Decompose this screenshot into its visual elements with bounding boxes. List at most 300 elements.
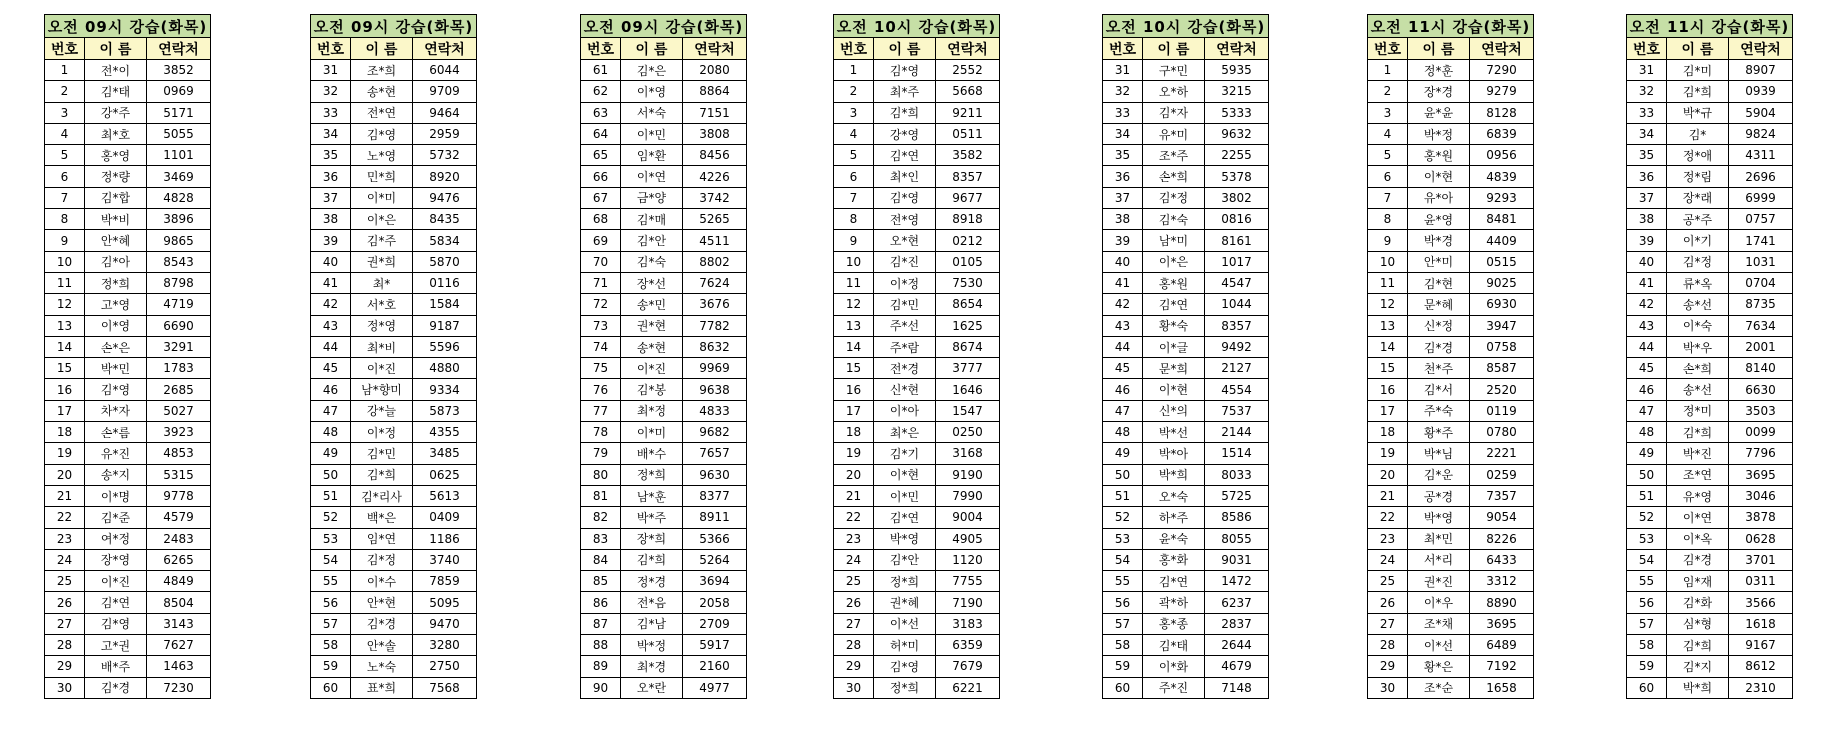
cell-number: 53 <box>1103 528 1143 549</box>
cell-name: 김*합 <box>85 187 147 208</box>
table-row <box>581 251 747 272</box>
table-row <box>1103 400 1269 421</box>
cell-number: 1 <box>834 60 874 81</box>
cell-number: 69 <box>581 230 621 251</box>
cell-contact: 7357 <box>1470 485 1534 506</box>
table-row <box>45 549 211 570</box>
table-row <box>1368 677 1534 698</box>
cell-contact: 3291 <box>147 336 211 357</box>
cell-name: 임*연 <box>351 528 413 549</box>
cell-number: 32 <box>1103 81 1143 102</box>
cell-number: 60 <box>1627 677 1667 698</box>
cell-contact: 5873 <box>413 400 477 421</box>
cell-number: 7 <box>45 187 85 208</box>
cell-contact: 0780 <box>1470 422 1534 443</box>
cell-contact: 6237 <box>1205 592 1269 613</box>
cell-contact: 6044 <box>413 60 477 81</box>
cell-contact: 2127 <box>1205 358 1269 379</box>
cell-contact: 5378 <box>1205 166 1269 187</box>
table-row <box>581 485 747 506</box>
cell-name: 송*선 <box>1667 379 1729 400</box>
cell-name: 이*진 <box>351 358 413 379</box>
table-title: 오전 09시 강습(화목) <box>581 15 747 38</box>
cell-name: 박*규 <box>1667 102 1729 123</box>
table-row <box>311 613 477 634</box>
cell-number: 60 <box>311 677 351 698</box>
cell-contact: 8586 <box>1205 507 1269 528</box>
cell-contact: 4849 <box>147 571 211 592</box>
cell-contact: 3582 <box>936 145 1000 166</box>
table-row <box>581 60 747 81</box>
table-row <box>45 145 211 166</box>
cell-number: 88 <box>581 635 621 656</box>
cell-name: 김*희 <box>874 102 936 123</box>
cell-name: 김*화 <box>1667 592 1729 613</box>
cell-name: 최*비 <box>351 336 413 357</box>
table-row <box>1627 656 1793 677</box>
cell-contact: 7755 <box>936 571 1000 592</box>
table-row <box>1103 315 1269 336</box>
cell-contact: 0311 <box>1729 571 1793 592</box>
cell-contact: 9709 <box>413 81 477 102</box>
cell-name: 문*혜 <box>1408 294 1470 315</box>
cell-contact: 8674 <box>936 336 1000 357</box>
cell-contact: 0939 <box>1729 81 1793 102</box>
cell-name: 박*비 <box>85 209 147 230</box>
table-row <box>1627 209 1793 230</box>
cell-number: 8 <box>45 209 85 230</box>
cell-name: 노*영 <box>351 145 413 166</box>
cell-name: 이*현 <box>1143 379 1205 400</box>
cell-number: 27 <box>1368 613 1408 634</box>
table-row <box>834 209 1000 230</box>
cell-contact: 2255 <box>1205 145 1269 166</box>
cell-number: 84 <box>581 549 621 570</box>
cell-contact: 9025 <box>1470 272 1534 293</box>
table-row <box>1103 81 1269 102</box>
table-row <box>1103 507 1269 528</box>
cell-number: 35 <box>311 145 351 166</box>
cell-name: 안*미 <box>1408 251 1470 272</box>
cell-number: 21 <box>834 485 874 506</box>
cell-number: 33 <box>1627 102 1667 123</box>
cell-name: 김*희 <box>1667 81 1729 102</box>
cell-name: 김*숙 <box>621 251 683 272</box>
cell-number: 13 <box>45 315 85 336</box>
cell-name: 최*은 <box>874 422 936 443</box>
table-row <box>311 187 477 208</box>
table-row <box>45 571 211 592</box>
table-title: 오전 11시 강습(화목) <box>1368 15 1534 38</box>
table-row <box>834 571 1000 592</box>
table-row <box>311 315 477 336</box>
cell-contact: 0116 <box>413 272 477 293</box>
table-row <box>581 102 747 123</box>
cell-contact: 3280 <box>413 635 477 656</box>
table-row <box>834 294 1000 315</box>
cell-contact: 8456 <box>683 145 747 166</box>
table-title: 오전 09시 강습(화목) <box>45 15 211 38</box>
cell-name: 김*영 <box>85 613 147 634</box>
table-row <box>45 635 211 656</box>
table-row <box>581 145 747 166</box>
cell-contact: 7290 <box>1470 60 1534 81</box>
cell-name: 조*연 <box>1667 464 1729 485</box>
table-row <box>1103 251 1269 272</box>
cell-contact: 2310 <box>1729 677 1793 698</box>
cell-name: 박*우 <box>1667 336 1729 357</box>
cell-name: 김*안 <box>874 549 936 570</box>
cell-name: 이*수 <box>351 571 413 592</box>
cell-name: 차*자 <box>85 400 147 421</box>
cell-name: 안*솔 <box>351 635 413 656</box>
cell-name: 황*숙 <box>1143 315 1205 336</box>
table-row <box>1103 635 1269 656</box>
table-row <box>834 549 1000 570</box>
cell-name: 배*수 <box>621 443 683 464</box>
cell-number: 11 <box>834 272 874 293</box>
table-row <box>1103 230 1269 251</box>
cell-number: 48 <box>1627 422 1667 443</box>
cell-contact: 8911 <box>683 507 747 528</box>
cell-number: 54 <box>1103 549 1143 570</box>
cell-number: 18 <box>45 422 85 443</box>
cell-number: 83 <box>581 528 621 549</box>
cell-contact: 3802 <box>1205 187 1269 208</box>
table-row <box>45 400 211 421</box>
cell-number: 12 <box>834 294 874 315</box>
table-row <box>1103 209 1269 230</box>
header-contact: 연락처 <box>413 38 477 60</box>
cell-number: 3 <box>834 102 874 123</box>
cell-number: 56 <box>1627 592 1667 613</box>
cell-name: 이*화 <box>1143 656 1205 677</box>
table-row <box>1368 187 1534 208</box>
cell-number: 55 <box>1103 571 1143 592</box>
table-row <box>834 187 1000 208</box>
table-row <box>581 209 747 230</box>
cell-number: 6 <box>1368 166 1408 187</box>
cell-contact: 3852 <box>147 60 211 81</box>
header-name: 이 름 <box>1667 38 1729 60</box>
table-row <box>1368 81 1534 102</box>
cell-number: 19 <box>1368 443 1408 464</box>
cell-contact: 5904 <box>1729 102 1793 123</box>
cell-contact: 9778 <box>147 485 211 506</box>
header-number: 번호 <box>311 38 351 60</box>
cell-number: 11 <box>45 272 85 293</box>
cell-contact: 4511 <box>683 230 747 251</box>
cell-contact: 8864 <box>683 81 747 102</box>
cell-number: 36 <box>1103 166 1143 187</box>
table-row <box>311 677 477 698</box>
cell-number: 16 <box>834 379 874 400</box>
cell-contact: 9464 <box>413 102 477 123</box>
table-title: 오전 10시 강습(화목) <box>1103 15 1269 38</box>
table-row <box>45 187 211 208</box>
cell-name: 박*선 <box>1143 422 1205 443</box>
cell-number: 77 <box>581 400 621 421</box>
cell-name: 박*희 <box>1667 677 1729 698</box>
cell-contact: 3808 <box>683 123 747 144</box>
table-row <box>1627 81 1793 102</box>
cell-number: 76 <box>581 379 621 400</box>
table-title: 오전 09시 강습(화목) <box>311 15 477 38</box>
cell-number: 4 <box>45 123 85 144</box>
cell-contact: 6221 <box>936 677 1000 698</box>
cell-name: 금*양 <box>621 187 683 208</box>
cell-contact: 8504 <box>147 592 211 613</box>
cell-number: 2 <box>45 81 85 102</box>
cell-number: 28 <box>1368 635 1408 656</box>
cell-number: 74 <box>581 336 621 357</box>
table-row <box>311 571 477 592</box>
cell-contact: 6839 <box>1470 123 1534 144</box>
cell-contact: 3503 <box>1729 400 1793 421</box>
cell-number: 68 <box>581 209 621 230</box>
cell-number: 50 <box>1627 464 1667 485</box>
cell-contact: 6999 <box>1729 187 1793 208</box>
cell-number: 90 <box>581 677 621 698</box>
cell-number: 10 <box>45 251 85 272</box>
cell-name: 송*현 <box>621 336 683 357</box>
cell-number: 32 <box>1627 81 1667 102</box>
table-row <box>1368 379 1534 400</box>
cell-name: 정*희 <box>621 464 683 485</box>
table-row <box>1627 315 1793 336</box>
cell-contact: 6690 <box>147 315 211 336</box>
cell-contact: 1044 <box>1205 294 1269 315</box>
cell-contact: 0511 <box>936 123 1000 144</box>
table-row <box>1627 677 1793 698</box>
cell-number: 17 <box>1368 400 1408 421</box>
table-row <box>581 635 747 656</box>
cell-number: 22 <box>1368 507 1408 528</box>
cell-contact: 5935 <box>1205 60 1269 81</box>
cell-contact: 5917 <box>683 635 747 656</box>
cell-contact: 3046 <box>1729 485 1793 506</box>
cell-contact: 2001 <box>1729 336 1793 357</box>
cell-name: 김* <box>1667 123 1729 144</box>
cell-contact: 3695 <box>1470 613 1534 634</box>
table-row <box>1368 251 1534 272</box>
table-row <box>1103 443 1269 464</box>
header-number: 번호 <box>1103 38 1143 60</box>
cell-contact: 4554 <box>1205 379 1269 400</box>
cell-contact: 2483 <box>147 528 211 549</box>
cell-number: 58 <box>1103 635 1143 656</box>
cell-number: 24 <box>1368 549 1408 570</box>
table-row <box>581 400 747 421</box>
cell-number: 44 <box>311 336 351 357</box>
cell-number: 7 <box>1368 187 1408 208</box>
cell-name: 오*현 <box>874 230 936 251</box>
cell-number: 23 <box>834 528 874 549</box>
cell-name: 김*서 <box>1408 379 1470 400</box>
cell-name: 장*선 <box>621 272 683 293</box>
cell-contact: 2837 <box>1205 613 1269 634</box>
cell-number: 66 <box>581 166 621 187</box>
cell-name: 오*숙 <box>1143 485 1205 506</box>
cell-name: 김*희 <box>621 549 683 570</box>
table-row <box>311 422 477 443</box>
table-row <box>1103 613 1269 634</box>
table-row <box>581 336 747 357</box>
table-title: 오전 10시 강습(화목) <box>834 15 1000 38</box>
cell-number: 51 <box>311 485 351 506</box>
cell-number: 46 <box>1103 379 1143 400</box>
cell-number: 30 <box>1368 677 1408 698</box>
cell-contact: 5264 <box>683 549 747 570</box>
cell-number: 36 <box>311 166 351 187</box>
cell-number: 3 <box>1368 102 1408 123</box>
cell-contact: 4547 <box>1205 272 1269 293</box>
table-row <box>311 123 477 144</box>
table-row <box>1103 571 1269 592</box>
table-row <box>311 294 477 315</box>
cell-contact: 0119 <box>1470 400 1534 421</box>
cell-number: 39 <box>1103 230 1143 251</box>
cell-contact: 7679 <box>936 656 1000 677</box>
cell-contact: 3469 <box>147 166 211 187</box>
table-row <box>581 379 747 400</box>
cell-contact: 9476 <box>413 187 477 208</box>
table-row <box>45 443 211 464</box>
cell-name: 권*현 <box>621 315 683 336</box>
cell-name: 주*람 <box>874 336 936 357</box>
table-row <box>834 507 1000 528</box>
cell-name: 박*희 <box>1143 464 1205 485</box>
table-row <box>581 507 747 528</box>
table-row <box>1368 209 1534 230</box>
table-row <box>581 443 747 464</box>
table-row <box>1103 358 1269 379</box>
cell-name: 정*애 <box>1667 145 1729 166</box>
header-name: 이 름 <box>621 38 683 60</box>
table-row <box>1627 379 1793 400</box>
cell-contact: 0212 <box>936 230 1000 251</box>
header-name: 이 름 <box>1143 38 1205 60</box>
cell-name: 남*훈 <box>621 485 683 506</box>
cell-contact: 4579 <box>147 507 211 528</box>
cell-name: 정*훈 <box>1408 60 1470 81</box>
table-row <box>834 464 1000 485</box>
cell-number: 38 <box>1103 209 1143 230</box>
cell-number: 17 <box>45 400 85 421</box>
table-row <box>834 123 1000 144</box>
cell-name: 조*희 <box>351 60 413 81</box>
cell-number: 27 <box>45 613 85 634</box>
table-row <box>311 102 477 123</box>
cell-number: 47 <box>1627 400 1667 421</box>
cell-number: 33 <box>311 102 351 123</box>
table-row <box>1627 336 1793 357</box>
cell-number: 87 <box>581 613 621 634</box>
cell-name: 조*채 <box>1408 613 1470 634</box>
cell-contact: 9682 <box>683 422 747 443</box>
cell-number: 62 <box>581 81 621 102</box>
cell-contact: 2552 <box>936 60 1000 81</box>
table-row <box>1368 230 1534 251</box>
table-row <box>834 635 1000 656</box>
cell-name: 서*리 <box>1408 549 1470 570</box>
cell-name: 박*진 <box>1667 443 1729 464</box>
table-row <box>1368 549 1534 570</box>
cell-name: 유*진 <box>85 443 147 464</box>
cell-name: 김*영 <box>874 60 936 81</box>
cell-name: 장*경 <box>1408 81 1470 102</box>
cell-contact: 8920 <box>413 166 477 187</box>
cell-number: 5 <box>45 145 85 166</box>
cell-number: 34 <box>1627 123 1667 144</box>
table-row <box>45 315 211 336</box>
cell-number: 58 <box>1627 635 1667 656</box>
cell-name: 김*미 <box>1667 60 1729 81</box>
cell-number: 42 <box>1627 294 1667 315</box>
cell-name: 문*희 <box>1143 358 1205 379</box>
table-row <box>1627 294 1793 315</box>
cell-name: 김*경 <box>1667 549 1729 570</box>
cell-name: 송*선 <box>1667 294 1729 315</box>
cell-contact: 8918 <box>936 209 1000 230</box>
cell-name: 박*정 <box>621 635 683 656</box>
cell-name: 박*영 <box>1408 507 1470 528</box>
cell-name: 주*진 <box>1143 677 1205 698</box>
cell-name: 김*희 <box>351 464 413 485</box>
cell-contact: 2160 <box>683 656 747 677</box>
cell-contact: 9969 <box>683 358 747 379</box>
cell-name: 김*경 <box>351 613 413 634</box>
cell-contact: 6930 <box>1470 294 1534 315</box>
cell-contact: 0409 <box>413 507 477 528</box>
table-row <box>311 209 477 230</box>
cell-number: 43 <box>1627 315 1667 336</box>
cell-name: 김*민 <box>874 294 936 315</box>
cell-name: 이*아 <box>874 400 936 421</box>
cell-number: 20 <box>45 464 85 485</box>
table-row <box>834 336 1000 357</box>
cell-number: 34 <box>1103 123 1143 144</box>
table-row <box>1368 123 1534 144</box>
cell-number: 4 <box>1368 123 1408 144</box>
cell-name: 정*미 <box>1667 400 1729 421</box>
cell-contact: 0757 <box>1729 209 1793 230</box>
cell-contact: 3701 <box>1729 549 1793 570</box>
cell-number: 56 <box>1103 592 1143 613</box>
cell-name: 황*은 <box>1408 656 1470 677</box>
cell-contact: 8140 <box>1729 358 1793 379</box>
cell-name: 구*민 <box>1143 60 1205 81</box>
cell-contact: 9293 <box>1470 187 1534 208</box>
table-row <box>45 166 211 187</box>
cell-contact: 8435 <box>413 209 477 230</box>
cell-name: 김*연 <box>85 592 147 613</box>
cell-contact: 4853 <box>147 443 211 464</box>
cell-contact: 1017 <box>1205 251 1269 272</box>
cell-contact: 8357 <box>936 166 1000 187</box>
table-row <box>45 209 211 230</box>
cell-contact: 8612 <box>1729 656 1793 677</box>
cell-contact: 5055 <box>147 123 211 144</box>
cell-number: 49 <box>311 443 351 464</box>
cell-number: 24 <box>834 549 874 570</box>
cell-number: 54 <box>1627 549 1667 570</box>
cell-contact: 0099 <box>1729 422 1793 443</box>
cell-number: 64 <box>581 123 621 144</box>
cell-name: 김*진 <box>874 251 936 272</box>
cell-contact: 8735 <box>1729 294 1793 315</box>
cell-contact: 0704 <box>1729 272 1793 293</box>
